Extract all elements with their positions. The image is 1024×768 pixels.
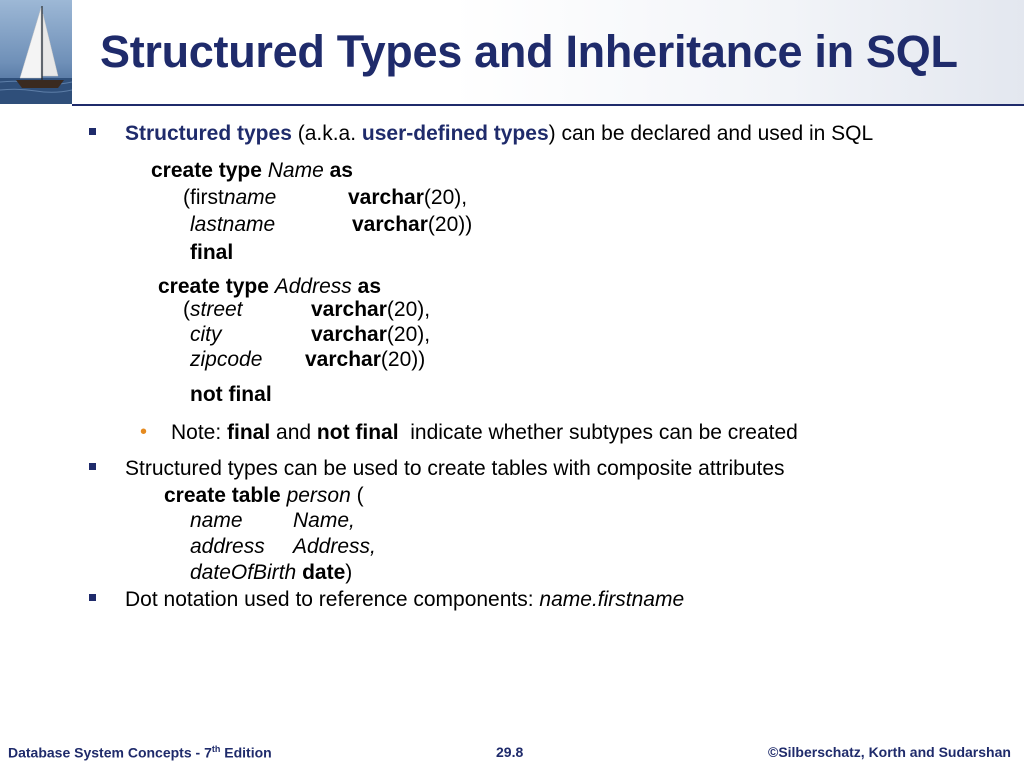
bullet-structured-types: Structured types (a.k.a. user-defined types) can be declared and used in SQL (125, 122, 874, 145)
code-address-line-3: city (190, 323, 222, 346)
bullet-composite-attributes: Structured types can be used to create tables with composite attributes (125, 457, 785, 480)
code-address-line-4: zipcode (190, 348, 263, 371)
code-address-line-2: (street (183, 298, 243, 321)
note-final: Note: final and not final indicate whether subtypes can be created (171, 421, 798, 444)
code-table-row-2-type: Address, (293, 535, 376, 558)
bullet-dot-icon: • (140, 421, 148, 443)
code-address-line-3-type: varchar(20), (311, 323, 431, 346)
code-name-line-4: final (190, 241, 234, 264)
code-name-line-2-type: varchar(20), (348, 186, 468, 209)
footer-page-number: 29.8 (496, 744, 524, 760)
code-address-line-2-type: varchar(20), (311, 298, 431, 321)
bullet-square-icon (89, 594, 96, 601)
code-table-row-1-type: Name, (293, 509, 355, 532)
code-name-line-3: lastname (190, 213, 276, 236)
code-address-line-5: not final (190, 383, 272, 406)
code-name-line-1: create type Name as (151, 159, 353, 182)
code-table-line-1: create table person ( (164, 484, 364, 507)
bullet-square-icon (89, 128, 96, 135)
bullet-dot-notation: Dot notation used to reference components: name.firstname (125, 588, 685, 611)
code-table-row-2: address (190, 535, 265, 558)
slide-title: Structured Types and Inheritance in SQL (100, 26, 958, 77)
code-address-line-1: create type Address as (158, 275, 381, 298)
code-table-row-1: name (190, 509, 243, 532)
code-name-line-3-type: varchar(20)) (352, 213, 473, 236)
footer-book-title: Database System Concepts - 7th Edition (8, 744, 272, 761)
code-table-row-3: dateOfBirth date) (190, 561, 353, 584)
code-name-line-2: (firstname (183, 186, 277, 209)
footer-copyright: ©Silberschatz, Korth and Sudarshan (768, 744, 1011, 760)
code-address-line-4-type: varchar(20)) (305, 348, 426, 371)
sailboat-logo (0, 0, 72, 104)
title-divider (72, 104, 1024, 106)
bullet-square-icon (89, 463, 96, 470)
